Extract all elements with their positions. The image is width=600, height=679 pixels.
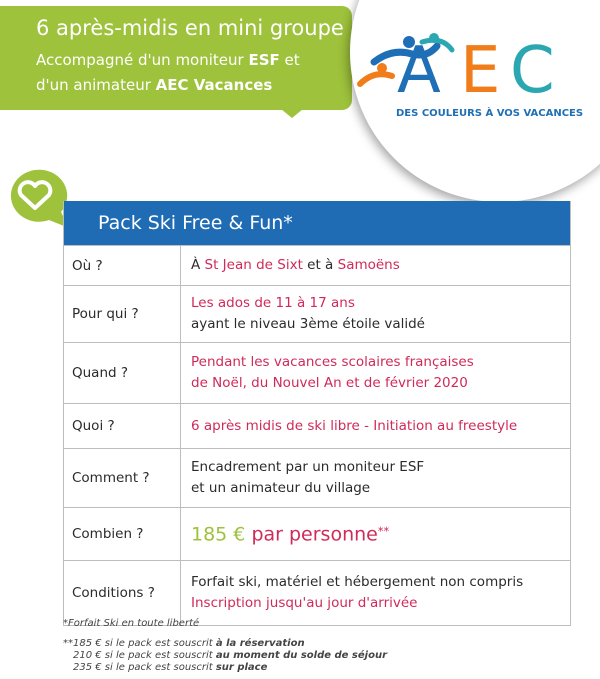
row-value — [181, 561, 570, 625]
headline-banner — [0, 6, 352, 110]
aec-logo — [352, 28, 582, 138]
row-label: Quoi ? — [64, 404, 181, 448]
table-row — [64, 507, 570, 560]
footnote-emphasis: à la réservation — [215, 638, 305, 649]
row-label: Pour qui ? — [64, 286, 181, 342]
row-value-line: Pendant les vacances scolaires françaises — [191, 354, 474, 370]
row-value-line: Les ados de 11 à 17 ans — [191, 295, 355, 311]
footnote-4 — [63, 662, 387, 674]
row-value-line: Inscription jusqu'au jour d'arrivée — [191, 595, 418, 611]
logo-tagline: DES COULEURS À VOS VACANCES — [396, 108, 584, 119]
table-row — [64, 342, 570, 403]
row-value-line: de Noël, du Nouvel An et de février 2020 — [191, 375, 468, 391]
row-value-line: Encadrement par un moniteur ESF — [191, 459, 425, 475]
banner-line-3 — [36, 76, 272, 94]
table-row — [64, 285, 570, 342]
row-label: Conditions ? — [64, 561, 181, 625]
footnote-emphasis: au moment du solde de séjour — [215, 650, 388, 661]
table-row — [64, 560, 570, 625]
banner-line-3-text: d'un animateur — [36, 76, 156, 94]
footnote-2 — [63, 638, 387, 650]
text: À — [191, 257, 205, 273]
pack-table — [63, 201, 571, 626]
row-value — [181, 508, 570, 560]
row-value-line: et un animateur du village — [191, 480, 371, 496]
location-st-jean: St Jean de Sixt — [204, 257, 303, 273]
logo-letter-e: E — [460, 34, 501, 108]
price-line — [191, 521, 570, 548]
row-value — [181, 404, 570, 448]
row-value — [181, 286, 570, 342]
table-row — [64, 245, 570, 285]
footnote-3 — [63, 650, 387, 662]
price-suffix: par personne — [245, 523, 378, 546]
row-value — [181, 449, 570, 507]
footnote-1: *Forfait Ski en toute liberté — [63, 618, 200, 629]
footnote-text: 235 € si le pack est souscrit — [73, 662, 216, 673]
text: et à — [302, 257, 338, 273]
table-row — [64, 403, 570, 448]
banner-line-3-bold: AEC Vacances — [155, 76, 273, 94]
row-value — [181, 246, 570, 285]
row-value-line: 6 après midis de ski libre - Initiation au freestyle — [191, 417, 518, 434]
table-title: Pack Ski Free & Fun* — [64, 201, 570, 245]
price-footnote-mark: ** — [377, 524, 390, 538]
row-label: Comment ? — [64, 449, 181, 507]
row-label: Combien ? — [64, 508, 181, 560]
table-row — [64, 448, 570, 507]
banner-line-2-text: Accompagné d'un moniteur — [36, 51, 249, 69]
row-value-line: ayant le niveau 3ème étoile validé — [191, 316, 425, 332]
footnotes — [63, 618, 387, 674]
banner-title: 6 après-midis en mini groupe — [36, 16, 344, 40]
banner-tail — [270, 100, 314, 118]
banner-line-2-bold: ESF — [248, 51, 280, 69]
logo-letter-c: C — [510, 34, 555, 108]
logo-letter-a: A — [397, 34, 441, 108]
banner-line-2 — [36, 51, 300, 69]
row-value-line: Forfait ski, matériel et hébergement non compris — [191, 574, 524, 590]
row-value-line — [191, 255, 570, 276]
row-value — [181, 343, 570, 403]
banner-line-2-end: et — [279, 51, 300, 69]
row-label: Où ? — [64, 246, 181, 285]
row-label: Quand ? — [64, 343, 181, 403]
location-samoens: Samoëns — [337, 257, 400, 273]
footnote-emphasis: sur place — [215, 662, 268, 673]
price-amount: 185 € — [191, 523, 246, 546]
footnote-text: 210 € si le pack est souscrit — [73, 650, 216, 661]
footnote-text: **185 € si le pack est souscrit — [63, 638, 216, 649]
